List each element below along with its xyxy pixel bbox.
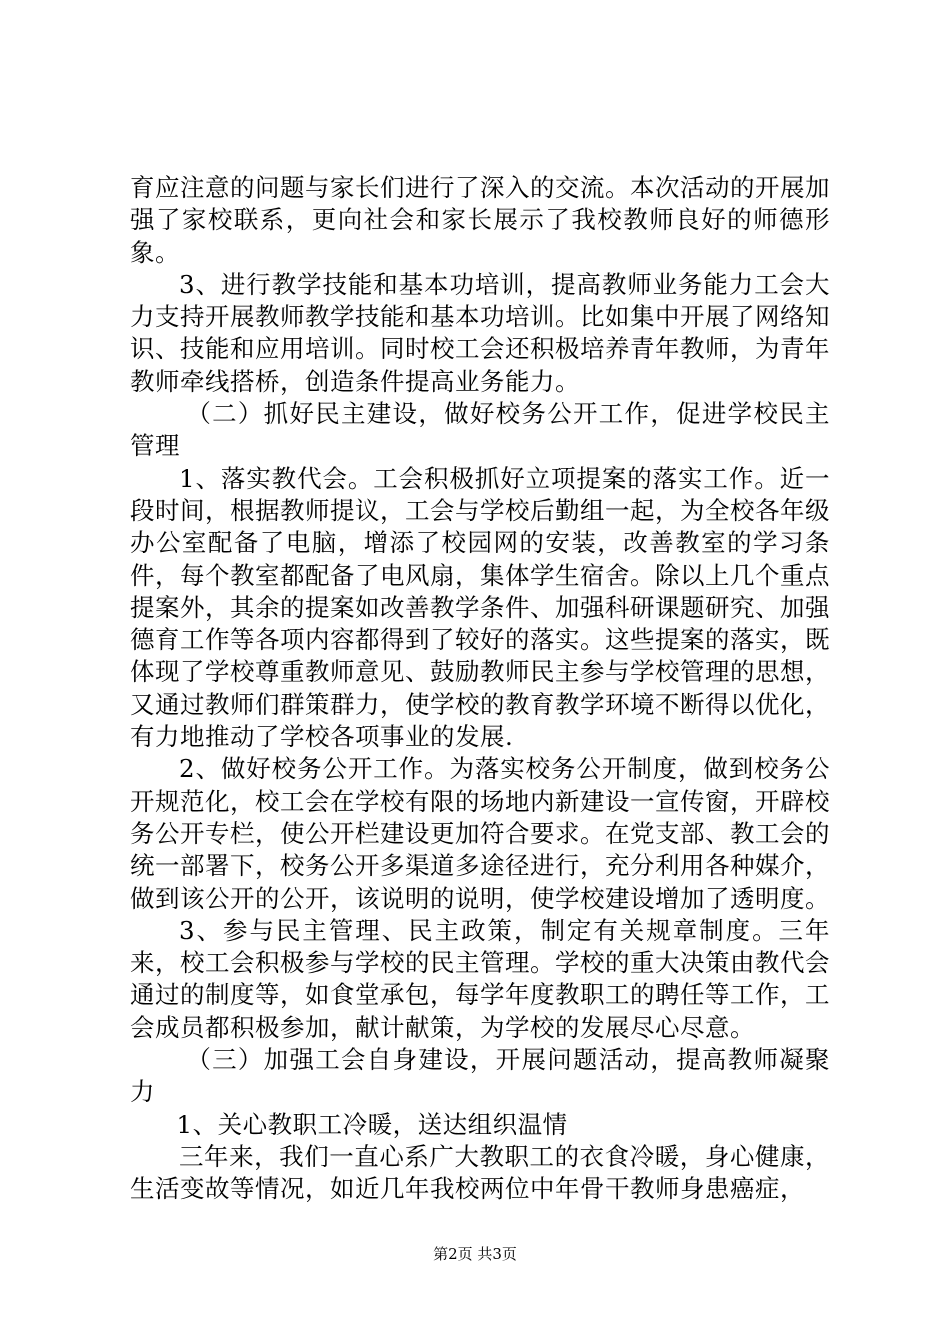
- paragraph-item-1-congress: 1、落实教代会。工会积极抓好立项提案的落实工作。近一段时间，根据教师提议，工会与学校后勤组一起，为全校各年级办公室配备了电脑，增添了校园网的安装，改善教室的学习条件，每个教室都配备了电风扇，集体学生宿舍。除以上几个重点提案外，其余的提案如改善教学条件、加强科研课题研究、加强德育工作等各项内容都得到了较好的落实。这些提案的落实，既体现了学校尊重教师意见、鼓励教师民主参与学校管理的思想，又通过教师们群策群力，使学校的教育教学环境不断得以优化，有力地推动了学校各项事业的发展.: [130, 463, 830, 752]
- paragraph-care: 三年来，我们一直心系广大教职工的衣食冷暖，身心健康，生活变故等情况，如近几年我校两位中年骨干教师身患癌症，: [130, 1141, 830, 1204]
- page-number: 第2页 共3页: [433, 1245, 517, 1263]
- page-footer: [0, 1243, 950, 1264]
- paragraph-item-3-training: 3、进行教学技能和基本功培训，提高教师业务能力工会大力支持开展教师教学技能和基本功培训。比如集中开展了网络知识、技能和应用培训。同时校工会还积极培养青年教师，为青年教师牵线搭桥，创造条件提高业务能力。: [130, 269, 830, 396]
- subheading-item-1: 1、关心教职工冷暖，送达组织温情: [176, 1109, 568, 1139]
- paragraph-item-3-management: 3、参与民主管理、民主政策，制定有关规章制度。三年来，校工会积极参与学校的民主管理。学校的重大决策由教代会通过的制度等，如食堂承包，每学年度教职工的聘任等工作，工会成员都积极参加，献计献策，为学校的发展尽心尽意。: [130, 915, 830, 1042]
- paragraph-continued: 育应注意的问题与家长们进行了深入的交流。本次活动的开展加强了家校联系，更向社会和家长展示了我校教师良好的师德形象。: [130, 173, 830, 267]
- section-heading-2: （二）抓好民主建设，做好校务公开工作，促进学校民主管理: [130, 399, 830, 461]
- section-heading-3: （三）加强工会自身建设，开展问题活动，提高教师凝聚力: [130, 1045, 830, 1107]
- paragraph-item-2-disclosure: 2、做好校务公开工作。为落实校务公开制度，做到校务公开规范化，校工会在学校有限的场地内新建设一宣传窗，开辟校务公开专栏，使公开栏建设更加符合要求。在党支部、教工会的统一部署下，校务公开多渠道多途径进行，充分利用各种媒介，做到该公开的公开，该说明的说明，使学校建设增加了透明度。: [130, 754, 830, 913]
- document-body: [130, 172, 830, 1206]
